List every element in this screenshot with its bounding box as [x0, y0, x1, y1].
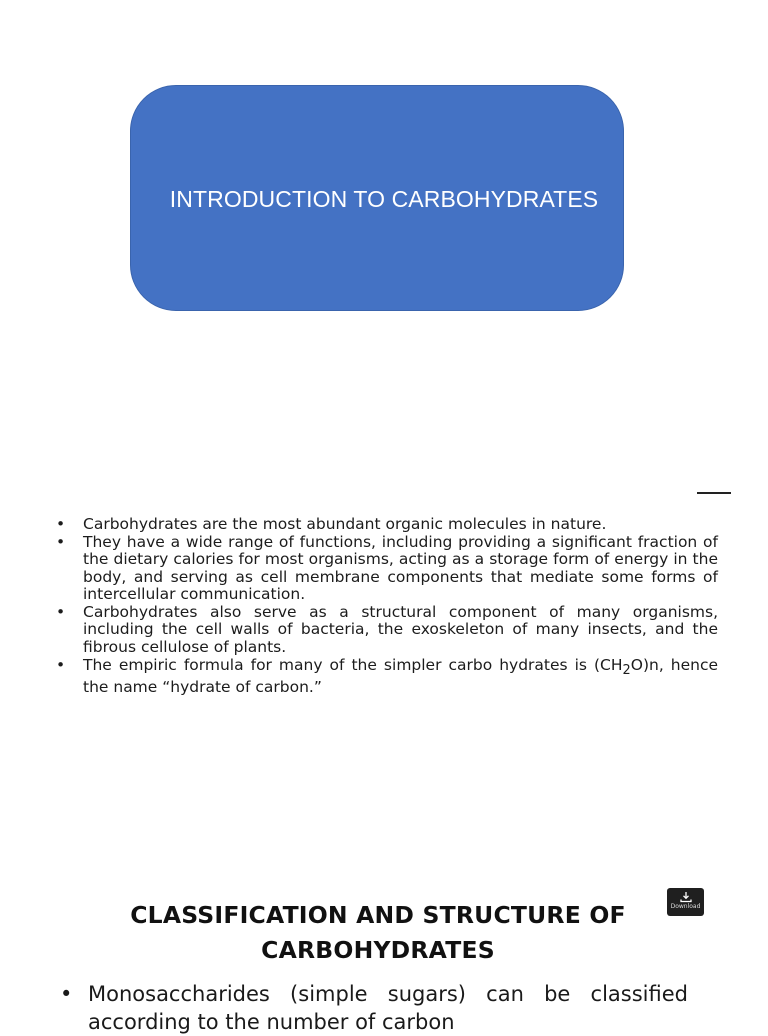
- section-heading-line2: CARBOHYDRATES: [261, 936, 495, 964]
- formula-subscript: 2: [622, 662, 631, 678]
- section-heading: [58, 898, 698, 968]
- download-label: Download: [670, 903, 701, 910]
- bullet-item-formula: [50, 657, 718, 697]
- slide-divider: [697, 492, 731, 494]
- bullet-item: • Carbohydrates are the most abundant organic molecules in nature.: [50, 516, 718, 533]
- formula-text-after: O)n, hence the name “hydrate of carbon.”: [83, 655, 719, 697]
- bullet-item: • Monosaccharides (simple sugars) can be classified according to the number of carbon: [58, 980, 688, 1036]
- bullet-item: • Carbohydrates also serve as a structural component of many organisms, including the cell walls of bacteria, the exoskeleton of many insects, and the fibrous cellulose of plants.: [50, 604, 718, 656]
- classification-bullet-list: [58, 980, 688, 1036]
- bullet-item: • They have a wide range of functions, including providing a significant fraction of the dietary calories for most organisms, acting as a storage form of energy in the body, and serving as cell membrane components that mediate some forms of intercellular communication.: [50, 534, 718, 604]
- download-button[interactable]: [667, 888, 704, 916]
- intro-bullet-list: [50, 516, 718, 697]
- download-icon: [679, 891, 693, 903]
- slide-title: INTRODUCTION TO CARBOHYDRATES: [169, 186, 599, 212]
- section-heading-line1: CLASSIFICATION AND STRUCTURE OF: [130, 901, 626, 929]
- formula-text-before: The empiric formula for many of the simpler carbo hydrates is (CH: [83, 655, 623, 674]
